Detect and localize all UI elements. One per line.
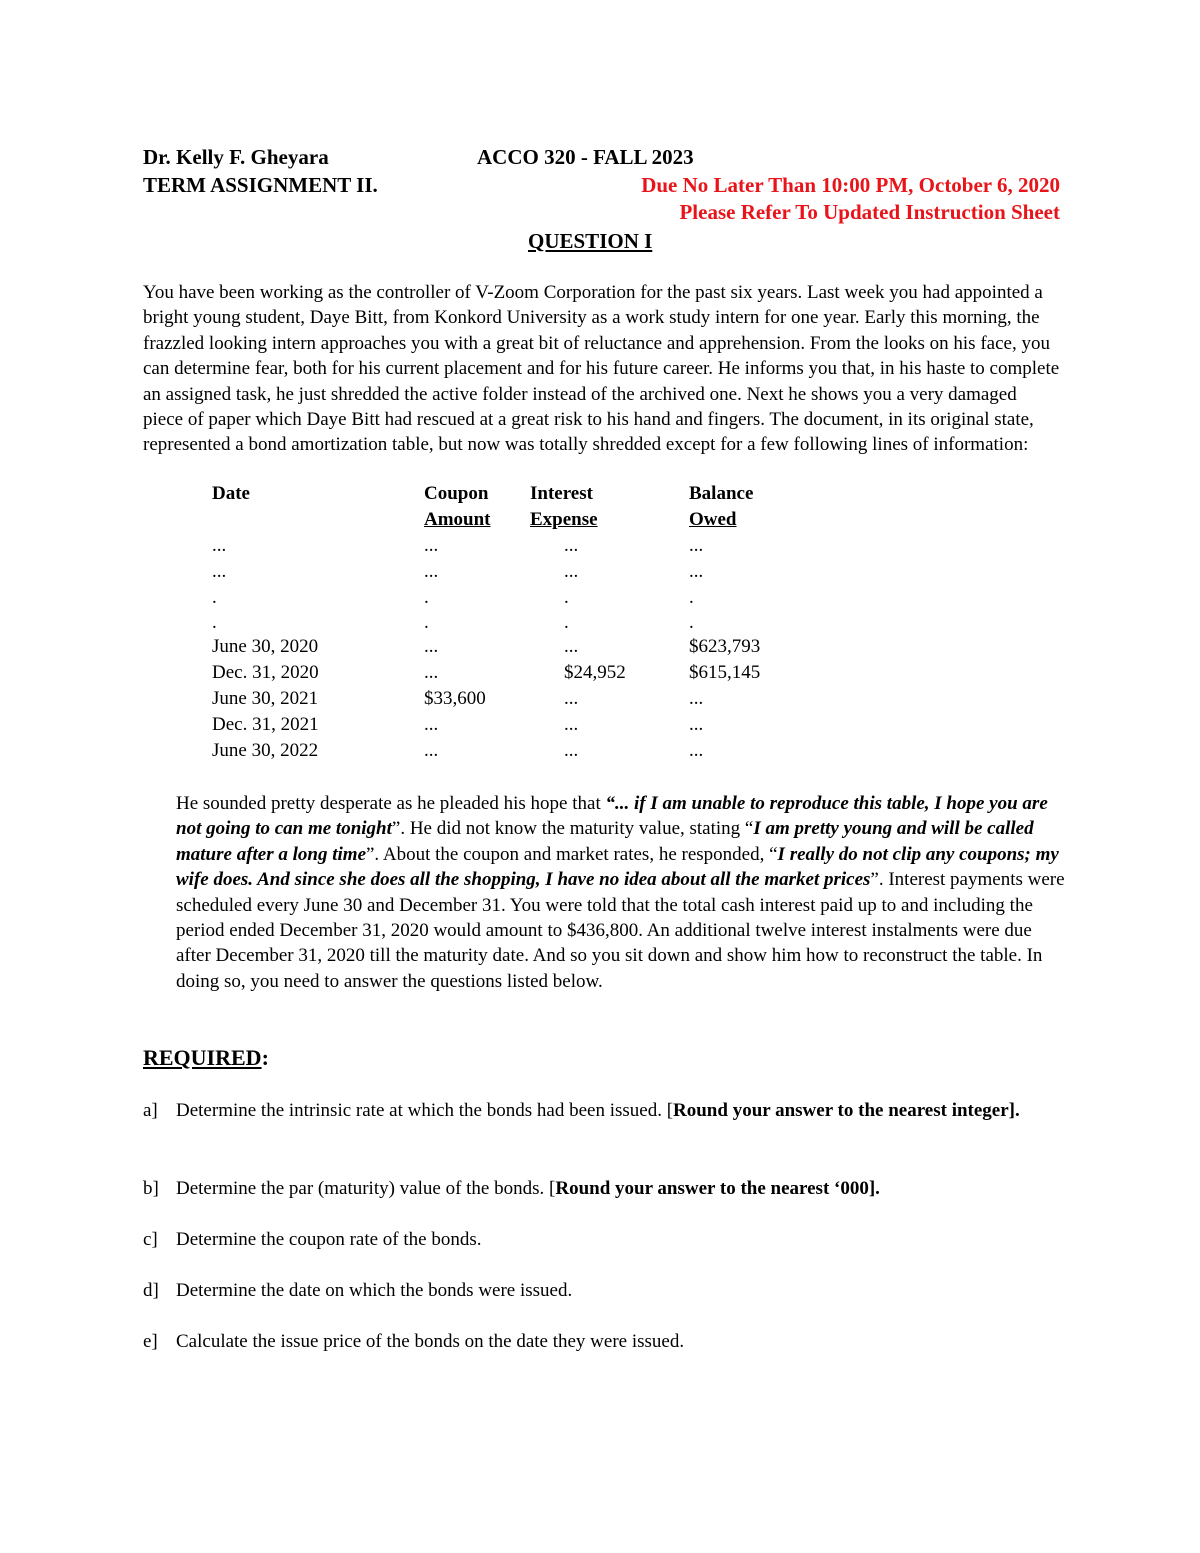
cell-date: ... [212, 561, 227, 582]
item-label: c] [143, 1229, 158, 1250]
item-label: b] [143, 1178, 159, 1199]
author-name: Dr. Kelly F. Gheyara [143, 145, 329, 169]
story-text-3: ”. About the coupon and market rates, he responded, “ [366, 843, 778, 865]
cell-date: . [212, 587, 217, 608]
table-row [0, 688, 1200, 714]
cell-interest: . [564, 587, 569, 608]
story-text-4: ”. Interest payments were scheduled every June 30 and December 31. You were told that the total cash interest paid up to and including the period ended December 31, 2020 would amount to $436,800. An additional twelve interest instalments were due after December 31, 2020 till the maturity date. And so you sit down and show him how to reconstruct the table. In doing so, you need to answer the questions listed below. [176, 869, 1065, 992]
table-row [0, 612, 1200, 638]
required-heading [143, 1045, 269, 1071]
item-text-tail: ]. [868, 1178, 880, 1199]
cell-coupon: . [424, 612, 429, 633]
table-row [0, 714, 1200, 740]
table-row [0, 662, 1200, 688]
header-date: Date [212, 483, 250, 504]
cell-balance: ... [689, 561, 704, 582]
cell-interest: . [564, 612, 569, 633]
due-date: Due No Later Than 10:00 PM, October 6, 2020 [641, 173, 1060, 197]
cell-coupon: ... [424, 714, 439, 735]
cell-balance: ... [689, 714, 704, 735]
required-item-b [0, 1176, 1200, 1202]
story-paragraph [176, 791, 1066, 994]
assignment-title: TERM ASSIGNMENT II. [143, 173, 378, 197]
header-amount: Amount [424, 509, 491, 530]
header-expense: Expense [530, 509, 598, 530]
cell-balance: . [689, 587, 694, 608]
cell-interest: ... [564, 561, 579, 582]
story-quote-1: “... if I am unable to reproduce this table, I hope you are not going to can me tonight [176, 793, 1048, 840]
required-item-e [0, 1329, 1200, 1355]
cell-date: Dec. 31, 2020 [212, 662, 319, 683]
cell-balance: $623,793 [689, 636, 761, 657]
item-text [176, 1176, 1026, 1201]
cell-interest: ... [564, 688, 579, 709]
cell-coupon: ... [424, 636, 439, 657]
cell-balance: ... [689, 740, 704, 761]
item-text-plain: Determine the intrinsic rate at which the bonds had been issued. [ [176, 1100, 674, 1121]
required-item-c [0, 1227, 1200, 1253]
cell-date: Dec. 31, 2021 [212, 714, 319, 735]
cell-coupon: ... [424, 535, 439, 556]
cell-balance: . [689, 612, 694, 633]
cell-interest: ... [564, 535, 579, 556]
item-label: d] [143, 1280, 159, 1301]
cell-balance: ... [689, 688, 704, 709]
cell-date: ... [212, 535, 227, 556]
intro-paragraph: You have been working as the controller of V-Zoom Corporation for the past six years. Last week you had appointed a bright young student, Daye Bitt, from Konkord University as a work study intern for one year. Early this morning, the frazzled looking intern approaches you with a great bit of reluctance and apprehension. From the looks on his face, you can determine fear, both for his current placement and for his future career. He informs you that, in his haste to complete an assigned task, he just shredded the active folder instead of the archived one. Next he shows you a very damaged piece of paper which Daye Bitt had rescued at a great risk to his hand and fingers. The document, in its original state, represented a bond amortization table, but now was totally shredded except for a few following lines of information: [143, 282, 1060, 456]
cell-interest: $24,952 [564, 662, 626, 683]
cell-date: . [212, 612, 217, 633]
story-quote-2: I am pretty young and will be called mature after a long time [176, 818, 1034, 865]
table-row [0, 740, 1200, 766]
table-header-row-1 [0, 483, 1200, 509]
cell-interest: ... [564, 740, 579, 761]
story-text-2: ”. He did not know the maturity value, stating “ [391, 818, 754, 840]
cell-coupon: ... [424, 740, 439, 761]
table-row [0, 636, 1200, 662]
item-label: e] [143, 1331, 158, 1352]
cell-date: June 30, 2020 [212, 636, 319, 657]
cell-interest: ... [564, 714, 579, 735]
cell-coupon: ... [424, 561, 439, 582]
cell-coupon: $33,600 [424, 688, 486, 709]
item-text: Determine the coupon rate of the bonds. [176, 1229, 482, 1250]
cell-date: June 30, 2021 [212, 688, 319, 709]
header-balance: Balance [689, 483, 754, 504]
item-text: Calculate the issue price of the bonds on the date they were issued. [176, 1331, 685, 1352]
item-label: a] [143, 1100, 158, 1121]
item-text-bold: Round your answer to the nearest ‘000 [555, 1178, 869, 1199]
table-row [0, 535, 1200, 561]
cell-date: June 30, 2022 [212, 740, 319, 761]
table-header-row-2 [0, 509, 1200, 535]
item-text-plain: Determine the par (maturity) value of the bonds. [ [176, 1178, 556, 1199]
item-text-tail: ]. [1008, 1100, 1020, 1121]
cell-coupon: ... [424, 662, 439, 683]
required-item-a [0, 1098, 1200, 1150]
instruction-note: Please Refer To Updated Instruction Sheet [679, 200, 1060, 224]
story-quote-3: I really do not clip any coupons; my wife does. And since she does all the shopping, I have no idea about all the market prices [176, 843, 1059, 891]
cell-coupon: . [424, 587, 429, 608]
header-interest: Interest [530, 483, 593, 504]
cell-interest: ... [564, 636, 579, 657]
required-heading-colon: : [261, 1045, 269, 1070]
item-text-bold: Round your answer to the nearest integer [673, 1100, 1009, 1121]
cell-balance: ... [689, 535, 704, 556]
required-heading-text: REQUIRED [143, 1045, 262, 1070]
cell-balance: $615,145 [689, 662, 761, 683]
required-item-d [0, 1278, 1200, 1304]
course-code: ACCO 320 - FALL 2023 [477, 145, 694, 169]
table-row [0, 561, 1200, 587]
header-owed: Owed [689, 509, 737, 530]
item-text [176, 1098, 1026, 1123]
story-text-1: He sounded pretty desperate as he pleaded his hope that [176, 793, 606, 814]
question-title: QUESTION I [528, 229, 653, 253]
item-text: Determine the date on which the bonds were issued. [176, 1280, 573, 1301]
table-row [0, 587, 1200, 613]
header-coupon: Coupon [424, 483, 489, 504]
